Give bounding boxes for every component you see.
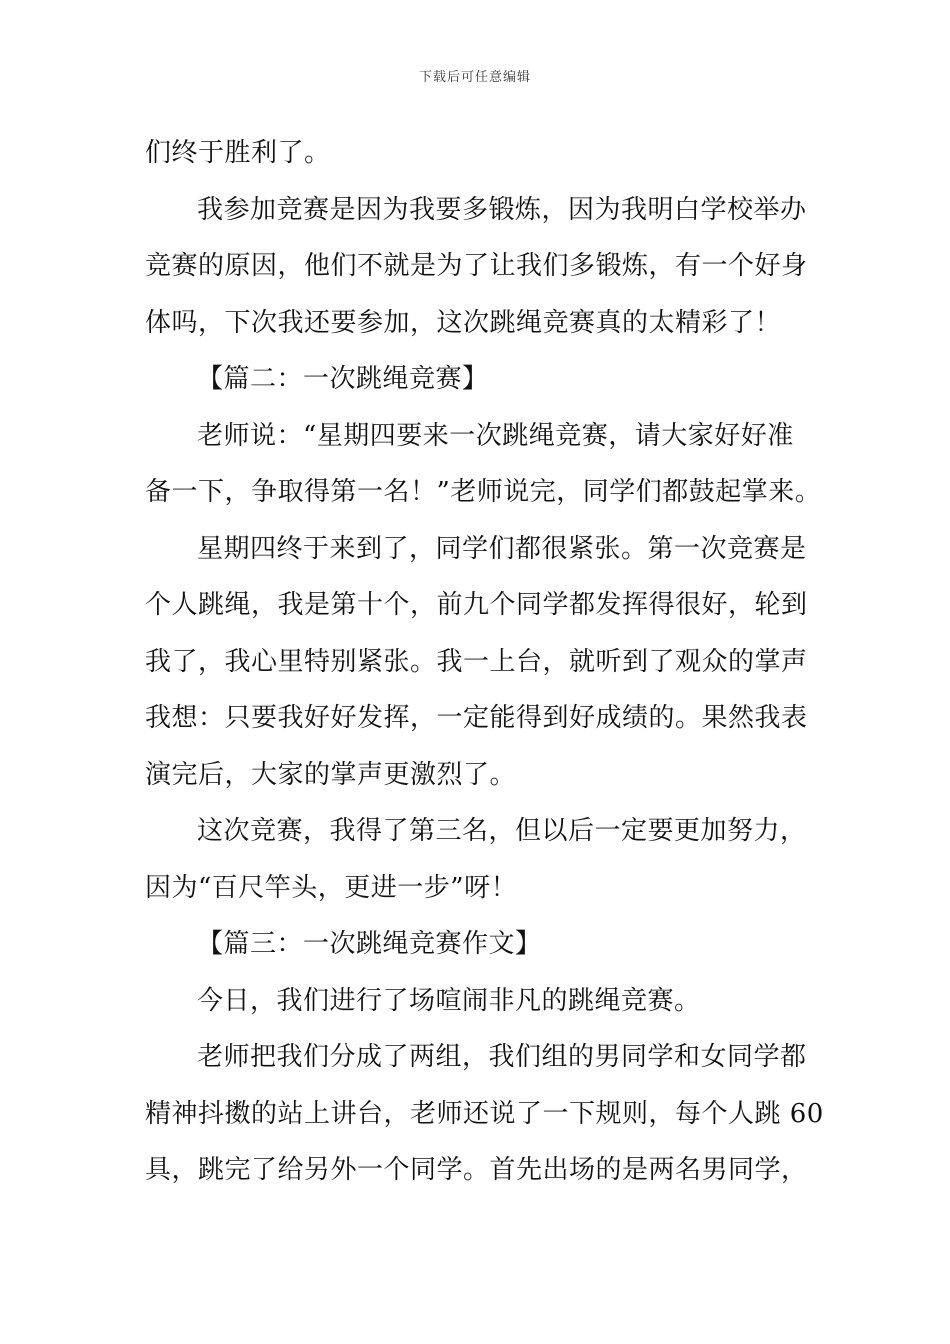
text-line: 个人跳绳，我是第十个，前九个同学都发挥得很好，轮到 [145, 590, 808, 620]
text-line: 演完后，大家的掌声更激烈了。 [145, 759, 517, 790]
text-line: 精神抖擞的站上讲台，老师还说了一下规则，每个人跳 60 [145, 1098, 824, 1129]
text-line: 竞赛的原因，他们不就是为了让我们多锻炼，有一个好身 [145, 251, 808, 281]
text-line: 这次竞赛，我得了第三名，但以后一定要更加努力， [197, 816, 807, 846]
text-line: 我想：只要我好好发挥，一定能得到好成绩的。果然我表 [145, 703, 808, 733]
text-line: 体吗，下次我还要参加，这次跳绳竞赛真的太精彩了！ [145, 307, 782, 338]
text-line: 因为“百尺竿头，更进一步”呀！ [145, 872, 518, 903]
section-heading: 【篇二：一次跳绳竞赛】 [197, 364, 489, 394]
text-line: 我了，我心里特别紧张。我一上台，就听到了观众的掌声 [145, 646, 808, 677]
text-line: 们终于胜利了。 [145, 138, 331, 168]
text-line: 星期四终于来到了，同学们都很紧张。第一次竞赛是 [197, 533, 807, 564]
text-line: 具，跳完了给另外一个同学。首先出场的是两名男同学， [145, 1155, 808, 1185]
text-line: 我参加竞赛是因为我要多锻炼，因为我明白学校举办 [197, 194, 807, 225]
document-body [145, 125, 824, 1199]
page-header: 下载后可任意编辑 [418, 70, 531, 85]
text-line: 今日，我们进行了场喧闹非凡的跳绳竞赛。 [197, 985, 701, 1016]
text-line: 备一下，争取得第一名！”老师说完，同学们都鼓起掌来。 [145, 477, 822, 507]
text-line: 老师说：“星期四要来一次跳绳竞赛，请大家好好准 [197, 420, 794, 451]
section-heading: 【篇三：一次跳绳竞赛作文】 [197, 929, 542, 959]
text-line: 老师把我们分成了两组，我们组的男同学和女同学都 [197, 1042, 807, 1072]
